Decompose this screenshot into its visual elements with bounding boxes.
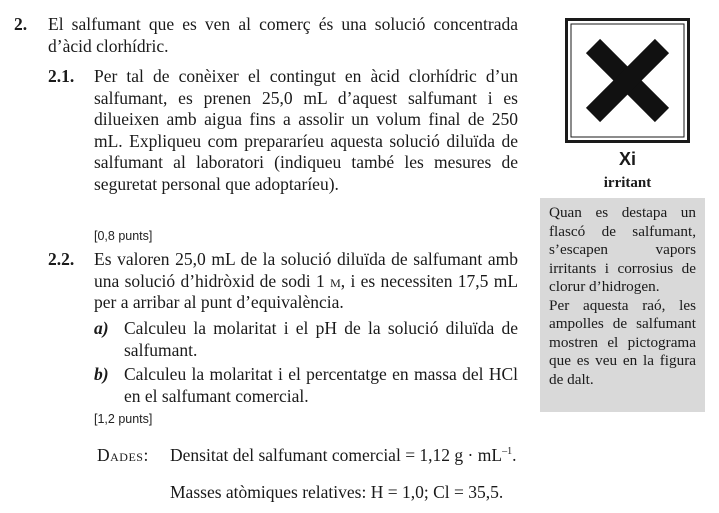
part-a-label: a) xyxy=(94,318,109,338)
subquestion-2-text-end: , i es necessiten 17,5 mL per a arribar al punt d’equivalència. xyxy=(94,270,519,312)
part-a-letter: a xyxy=(94,318,103,338)
irritant-x-icon xyxy=(565,18,690,143)
density-text: Densitat del salfumant comercial = 1,12 g · mL xyxy=(170,445,503,465)
density-end: . xyxy=(512,445,517,465)
part-b-label: b) xyxy=(94,364,109,384)
info-box xyxy=(540,198,705,412)
subquestion-2-text xyxy=(94,249,518,314)
dades-atomic-masses: Masses atòmiques relatives: H = 1,0; Cl = 35,5. xyxy=(170,482,504,502)
part-b-text: Calculeu la molaritat i el percentatge en massa del HCl en el salfumant comercial. xyxy=(124,364,518,406)
dades-density xyxy=(170,445,516,467)
subquestion-1-points: [0,8 punts] xyxy=(94,229,153,243)
dades-label: Dades: xyxy=(97,445,149,465)
part-b-letter: b xyxy=(94,364,103,384)
part-a-text: Calculeu la molaritat i el pH de la solució diluïda de salfumant. xyxy=(124,318,518,360)
pictogram-name: irritant xyxy=(603,175,652,191)
pictogram-code: Xi xyxy=(618,149,636,169)
question-intro: El salfumant que es ven al comerç és una solució concentrada d’àcid clorhídric. xyxy=(48,14,518,56)
density-exponent: –1 xyxy=(502,446,513,458)
question-number: 2. xyxy=(14,14,28,34)
info-paragraph-2: Per aquesta raó, les ampolles de salfumant mostren el pictograma que es veu en la figura de dalt. xyxy=(549,296,696,388)
subquestion-1-text: Per tal de conèixer el contingut en àcid clorhídric d’un salfumant, es prenen 25,0 mL d’aquest salfumant i es dilueixen amb aigua fins a assolir un volum final de 250 mL. Expliqueu com prepararíeu aquesta solució diluïda de salfumant al laboratori (indiqueu també les mesures de seguretat personal que adoptaríeu). xyxy=(94,66,518,194)
subquestion-2-text-start: Es valoren 25,0 mL de la solució diluïda de salfumant amb una solució d’hidròxid de sodi 1 xyxy=(94,249,518,291)
subquestion-2-number: 2.2. xyxy=(48,249,75,269)
info-paragraph-1: Quan es destapa un flascó de salfumant, s’escapen vapors irritants i corrosius de clorur d’hidrogen. xyxy=(549,204,696,295)
molar-unit: m xyxy=(330,270,341,291)
subquestion-2-points: [1,2 punts] xyxy=(94,412,153,426)
subquestion-1-number: 2.1. xyxy=(48,66,75,86)
